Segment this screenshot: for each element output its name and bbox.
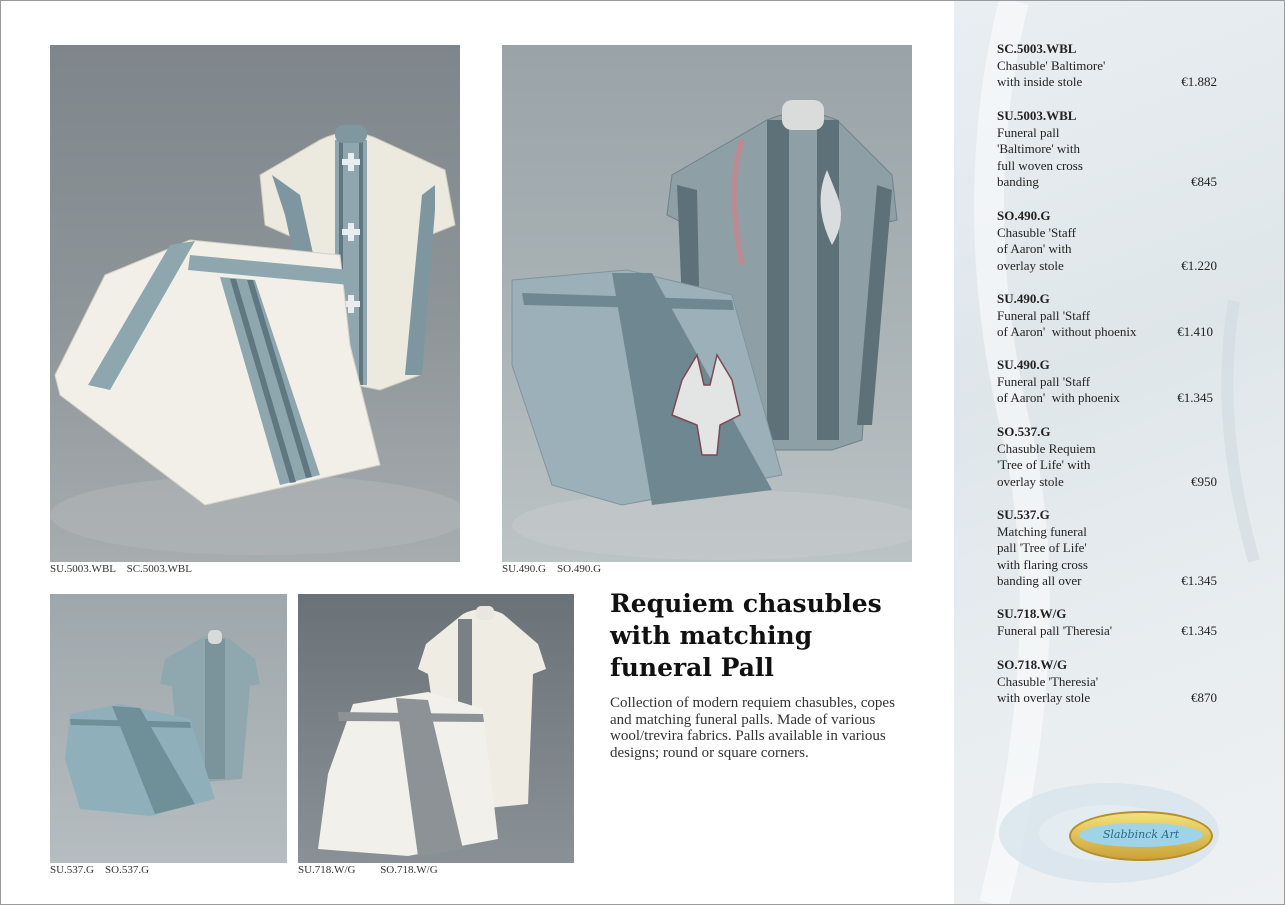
product-desc: with flaring cross [997, 556, 1088, 572]
product-code: SU.490.G [997, 357, 1050, 372]
product-desc: Chasuble 'Theresia' [997, 673, 1099, 689]
product-code: SC.5003.WBL [997, 41, 1077, 56]
product-desc: Funeral pall 'Staff [997, 373, 1091, 389]
product-code: SO.718.W/G [997, 657, 1068, 672]
price-entry [997, 606, 1217, 639]
price-entry [997, 108, 1217, 191]
photo-staff-of-aaron [502, 45, 912, 562]
baltimore-illustration [50, 45, 460, 562]
product-price: €870 [1191, 690, 1217, 706]
product-desc: overlay stole [997, 257, 1064, 273]
product-desc: Funeral pall 'Staff [997, 307, 1091, 323]
brand-logo-text: Slabbinck Art [1102, 828, 1180, 841]
product-desc: pall 'Tree of Life' [997, 540, 1087, 556]
price-entry [997, 507, 1217, 590]
product-desc: Chasuble Requiem [997, 440, 1096, 456]
product-desc: Matching funeral [997, 523, 1087, 539]
product-code: SU.490.G [997, 291, 1050, 306]
product-desc: Funeral pall [997, 124, 1060, 140]
product-desc: banding all over [997, 573, 1082, 589]
photo-baltimore [50, 45, 460, 562]
product-price: €1.345 [1177, 390, 1213, 406]
photo-caption: SU.490.G SO.490.G [502, 563, 602, 575]
product-code: SO.490.G [997, 208, 1051, 223]
photo-caption: SU.5003.WBL SC.5003.WBL [50, 563, 192, 575]
price-entry [997, 424, 1217, 490]
product-price: €1.220 [1181, 257, 1217, 273]
tree-of-life-illustration [50, 594, 287, 863]
product-desc: Chasuble' Baltimore' [997, 57, 1106, 73]
product-desc: Funeral pall 'Theresia' [997, 622, 1113, 638]
price-entry [997, 41, 1217, 91]
price-entry [997, 291, 1217, 341]
photo-tree-of-life [50, 594, 287, 863]
theresia-illustration [298, 594, 574, 863]
product-desc: 'Tree of Life' with [997, 457, 1091, 473]
product-desc: full woven cross [997, 157, 1083, 173]
price-entry [997, 357, 1217, 407]
product-desc: banding [997, 174, 1039, 190]
brand-logo-icon [1069, 811, 1213, 861]
product-price: €845 [1191, 174, 1217, 190]
photo-caption: SU.718.W/G SO.718.W/G [298, 864, 438, 876]
product-desc: with inside stole [997, 74, 1083, 90]
product-code: SU.5003.WBL [997, 108, 1077, 123]
staff-of-aaron-illustration [502, 45, 912, 562]
product-price: €1.410 [1177, 324, 1213, 340]
product-desc: of Aaron' without phoenix [997, 324, 1137, 340]
product-code: SU.718.W/G [997, 606, 1067, 621]
product-desc: 'Baltimore' with [997, 141, 1081, 157]
product-price: €1.345 [1181, 573, 1217, 589]
product-desc: of Aaron' with [997, 241, 1072, 257]
product-desc: Chasuble 'Staff [997, 224, 1077, 240]
description-text: Collection of modern requiem chasubles, copes and matching funeral palls. Made of various wool/trevira fabrics. Palls available in various designs; round or square corners. [610, 695, 895, 761]
product-desc: overlay stole [997, 473, 1064, 489]
page-title: Requiem chasubles with matching funeral Pall [610, 589, 882, 682]
photo-caption: SU.537.G SO.537.G [50, 864, 150, 876]
price-entry [997, 657, 1217, 707]
product-code: SU.537.G [997, 507, 1050, 522]
product-price: €1.882 [1181, 74, 1217, 90]
price-entry [997, 208, 1217, 274]
product-price: €1.345 [1181, 622, 1217, 638]
photo-theresia [298, 594, 574, 863]
product-price: €950 [1191, 473, 1217, 489]
product-desc: of Aaron' with phoenix [997, 390, 1120, 406]
product-code: SO.537.G [997, 424, 1051, 439]
product-desc: with overlay stole [997, 690, 1091, 706]
